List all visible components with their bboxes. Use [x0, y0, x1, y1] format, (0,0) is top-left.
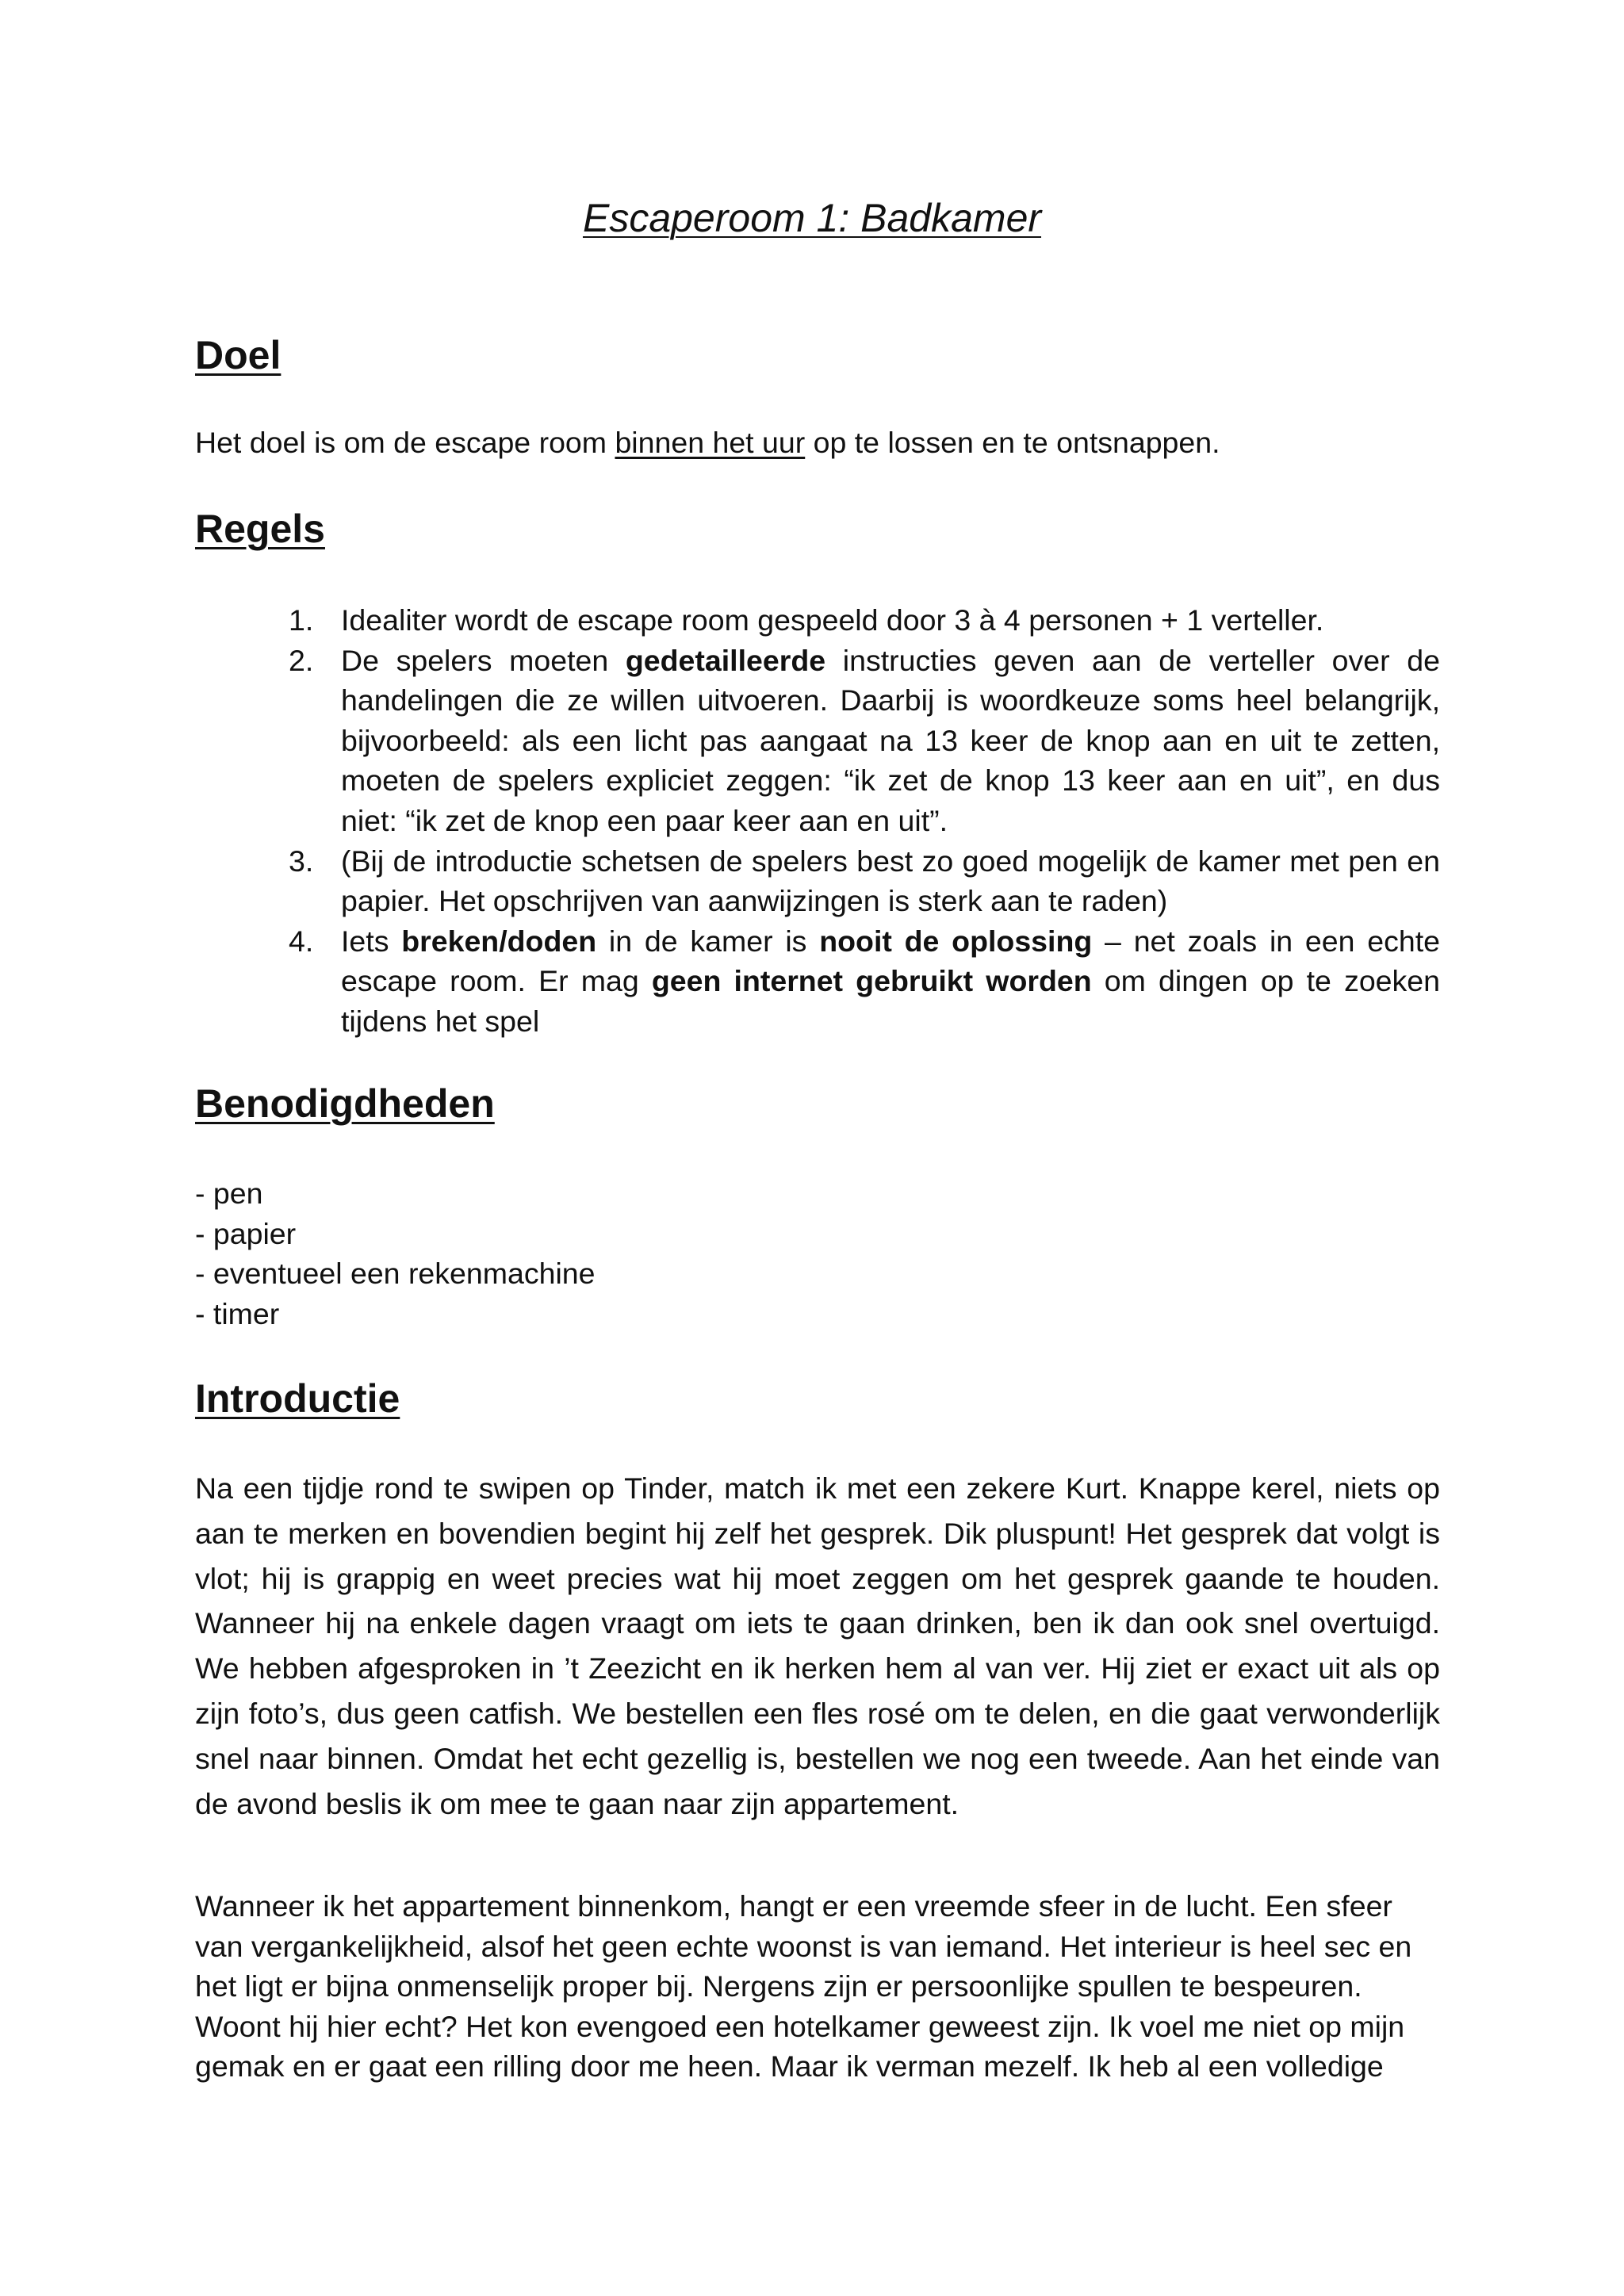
rule-text: instructies geven aan de verteller over de handelingen die ze willen uitvoeren. Daarbij is woordkeuze soms heel belangrijk, bijvoorbeeld: als een licht pas aangaat na 13 keer de knop aan en uit te zetten, moeten de spelers expliciet zeggen: “ik zet de knop 13 keer aan en uit”, en dus niet: “ik zet de knop een paar keer aan en uit”.: [341, 643, 1440, 837]
rule-emphasis: nooit de oplossing: [819, 924, 1093, 958]
rule-item: [195, 921, 1440, 1042]
rule-text: (Bij de introductie schetsen de spelers best zo goed mogelijk de kamer met pen en papier. Het opschrijven van aanwijzingen is sterk aan te raden): [341, 844, 1440, 918]
rule-text: – net zoals in een echte escape room. Er mag: [341, 924, 1440, 998]
goal-text-before: Het doel is om de escape room: [195, 426, 615, 459]
heading-benodigdheden: Benodigdheden: [195, 1081, 495, 1126]
goal-text-after: op te lossen en te ontsnappen.: [805, 426, 1220, 459]
rule-number: 3.: [289, 844, 314, 878]
heading-regels: Regels: [195, 507, 325, 551]
intro-line: Wanneer ik het appartement binnenkom, hangt er een vreemde sfeer in de lucht. Een sfeer: [195, 1889, 1392, 1923]
rule-number: 4.: [289, 924, 314, 958]
rule-text: Iets: [341, 924, 402, 958]
rule-text: in de kamer is: [596, 924, 820, 958]
rule-item: [195, 841, 1440, 921]
goal-paragraph: [195, 423, 1440, 462]
heading-doel: Doel: [195, 333, 282, 377]
intro-line: gemak en er gaat een rilling door me heen. Maar ik verman mezelf. Ik heb al een volledige: [195, 2049, 1384, 2084]
rule-text: Idealiter wordt de escape room gespeeld door 3 à 4 personen + 1 verteller.: [341, 603, 1324, 637]
rule-number: 1.: [289, 603, 314, 637]
rule-emphasis: breken/doden: [401, 924, 597, 958]
document-title: Escaperoom 1: Badkamer: [582, 196, 1042, 240]
rule-number: 2.: [289, 643, 314, 677]
intro-line: Woont hij hier echt? Het kon evengoed een hotelkamer geweest zijn. Ik voel me niet op mijn: [195, 2009, 1405, 2043]
heading-introductie: Introductie: [195, 1376, 400, 1421]
rule-text: De spelers moeten: [341, 643, 626, 677]
rule-text: om dingen op te zoeken tijdens het spel: [341, 964, 1440, 1038]
intro-line: van vergankelijkheid, alsof het geen echte woonst is van iemand. Het interieur is heel sec en: [195, 1929, 1412, 1963]
supply-item: - eventueel een rekenmachine: [195, 1257, 596, 1291]
goal-text-underlined: binnen het uur: [615, 426, 806, 459]
intro-paragraph-2: [195, 1886, 1440, 2087]
supply-item: - timer: [195, 1296, 280, 1330]
rule-emphasis: gedetailleerde: [625, 643, 826, 677]
supply-item: - pen: [195, 1177, 263, 1210]
intro-paragraph-1: Na een tijdje rond te swipen op Tinder, match ik met een zekere Kurt. Knappe kerel, niets op aan te merken en bovendien begint hij zelf het gesprek. Dik pluspunt! Het gesprek dat volgt is vlot; hij is grappig en weet precies wat hij moet zeggen om het gesprek gaande te houden. Wanneer hij na enkele dagen vraagt om iets te gaan drinken, ben ik dan ook snel overtuigd. We hebben afgesproken in ’t Zeezicht en ik herken hem al van ver. Hij ziet er exact uit als op zijn foto’s, dus geen catfish. We bestellen een fles rosé om te delen, en die gaat verwonderlijk snel naar binnen. Omdat het echt gezellig is, bestellen we nog een tweede. Aan het einde van de avond beslis ik om mee te gaan naar zijn appartement.: [195, 1471, 1440, 1820]
supplies-list: [195, 1173, 596, 1334]
intro-line: het ligt er bijna onmenselijk proper bij. Nergens zijn er persoonlijke spullen te bespeuren.: [195, 1969, 1362, 2003]
rule-item: [195, 600, 1440, 641]
rules-list: [195, 600, 1440, 1042]
rule-emphasis: geen internet gebruikt worden: [651, 964, 1092, 998]
supply-item: - papier: [195, 1216, 297, 1250]
rule-item: [195, 641, 1440, 841]
